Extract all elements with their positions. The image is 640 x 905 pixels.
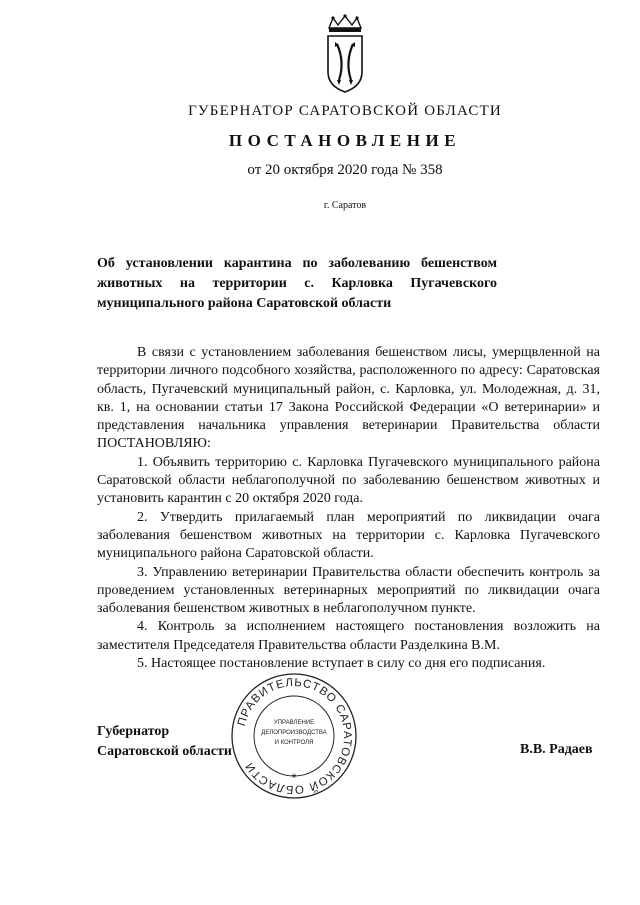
signatory-position-line2: Саратовской области — [97, 744, 232, 759]
stamp-ring-text: ПРАВИТЕЛЬСТВО САРАТОВСКОЙ ОБЛАСТИ — [236, 676, 354, 796]
body-item-2: 2. Утвердить прилагаемый план мероприятий по ликвидации очага заболевания бешенством животных на территории с. Карловка Пугачевского муниципального района Саратовской области. — [97, 509, 600, 562]
body-preamble: В связи с установлением заболевания бешенством лисы, умерщвленной на территории личного подсобного хозяйства, расположенного по адресу: Саратовская область, Пугачевский муниципальный район, с. Карловка, ул. Молодежная, д. 31, кв. 1, на основании статьи 17 Закона Российской Федерации «О ветеринарии» и представления начальника управления ветеринарии Правительства области ПОСТАНОВЛЯЮ: — [97, 345, 600, 452]
document-subject: Об установлении карантина по заболеванию бешенством животных на территории с. Карловка Пугачевского муниципального района Саратовской области — [97, 256, 497, 311]
body-item-3: 3. Управлению ветеринарии Правительства области обеспечить контроль за проведением установленных ветеринарных мероприятий по ликвидации очага заболевания бешенством животных в неблагополучном пункте. — [97, 564, 600, 617]
official-stamp — [230, 672, 358, 800]
document-date-number: от 20 октября 2020 года № 358 — [247, 162, 443, 178]
signatory-position — [97, 722, 232, 762]
body-item-1: 1. Объявить территорию с. Карловка Пугачевского муниципального района Саратовской области неблагополучной по заболеванию бешенством животных и установить карантин с 20 октября 2020 года. — [97, 454, 600, 507]
document-body — [97, 344, 600, 673]
stamp-star: * — [291, 771, 297, 785]
stamp-center-line1: УПРАВЛЕНИЕ — [273, 720, 315, 726]
body-item-5: 5. Настоящее постановление вступает в силу со дня его подписания. — [137, 656, 546, 672]
signatory-position-line1: Губернатор — [97, 724, 170, 739]
document-type-title: ПОСТАНОВЛЕНИЕ — [228, 131, 462, 150]
coat-of-arms-icon — [323, 14, 367, 94]
stamp-center-line3: И КОНТРОЛЯ — [274, 740, 314, 746]
issuing-authority: ГУБЕРНАТОР САРАТОВСКОЙ ОБЛАСТИ — [188, 103, 502, 119]
body-item-4: 4. Контроль за исполнением настоящего постановления возложить на заместителя Председателя Правительства области Разделкина В.М. — [97, 619, 600, 653]
stamp-center-line2: ДЕЛОПРОИЗВОДСТВА — [261, 730, 327, 736]
signatory-name: В.В. Радаев — [520, 742, 593, 757]
document-city: г. Саратов — [323, 200, 367, 211]
